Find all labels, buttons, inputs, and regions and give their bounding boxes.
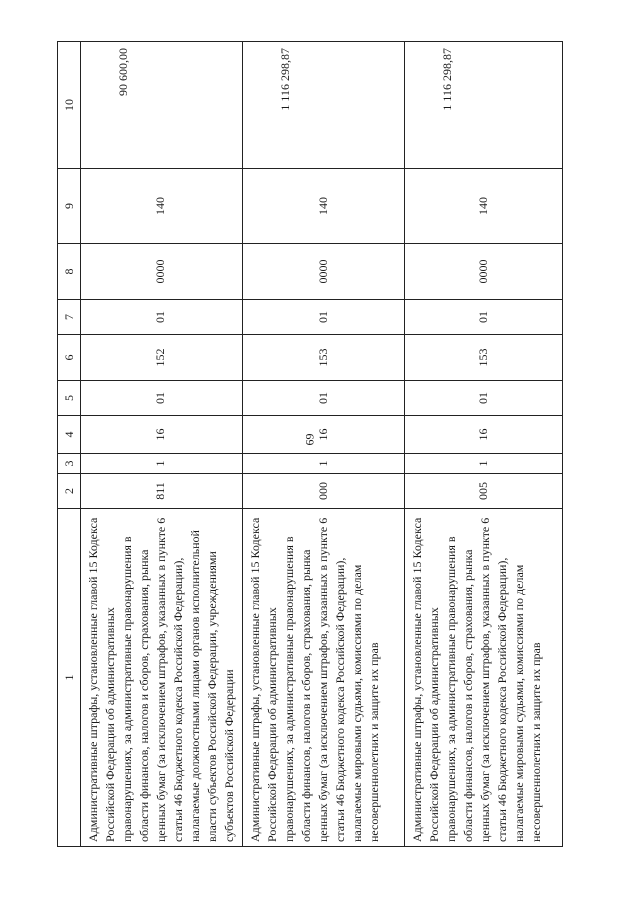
column-number: 5	[58, 381, 81, 416]
revenue-description: Административные штрафы, установленные главой 15 Кодекса Российской Федерации об административных правонарушениях, за административные правонарушения в области финансов, налогов и сборов, страхования, рынка ценных бумаг (за исключением штрафов, указанных в пункте 6 статьи 46 Бюджетного кодекса Российской Федерации), налагаемые должностными лицами органов исполнительной власти субъектов Российской Федерации, учреждениями субъектов Российской Федерации	[81, 509, 243, 847]
article-code: 01	[243, 381, 405, 416]
program-code: 0000	[81, 244, 243, 300]
element-code: 01	[81, 300, 243, 335]
revenue-description: Административные штрафы, установленные главой 15 Кодекса Российской Федерации об административных правонарушениях, за административные правонарушения в области финансов, налогов и сборов, страхования, рынка ценных бумаг (за исключением штрафов, указанных в пункте 6 статьи 46 Бюджетного кодекса Российской Федерации), налагаемые мировыми судьями, комиссиями по делам несовершеннолетних и защите их прав	[243, 509, 405, 847]
amount-value: 90 600,00	[81, 42, 243, 169]
document-table-sheet	[57, 42, 557, 847]
subgroup-code: 16	[405, 416, 563, 454]
column-number: 3	[58, 454, 81, 474]
subgroup-code: 16	[81, 416, 243, 454]
column-number-row	[58, 42, 81, 847]
program-code: 0000	[405, 244, 563, 300]
group-code: 1	[405, 454, 563, 474]
group-code: 1	[81, 454, 243, 474]
table-row	[243, 42, 405, 847]
subarticle-code: 153	[243, 335, 405, 381]
amount-value: 1 116 298,87	[243, 42, 405, 169]
table-row	[405, 42, 563, 847]
column-number: 2	[58, 474, 81, 509]
article-code: 01	[405, 381, 563, 416]
subarticle-code: 152	[81, 335, 243, 381]
subarticle-code: 153	[405, 335, 563, 381]
column-number: 10	[58, 42, 81, 169]
revenue-description: Административные штрафы, установленные главой 15 Кодекса Российской Федерации об административных правонарушениях, за административные правонарушения в области финансов, налогов и сборов, страхования, рынка ценных бумаг (за исключением штрафов, указанных в пункте 6 статьи 46 Бюджетного кодекса Российской Федерации), налагаемые мировыми судьями, комиссиями по делам несовершеннолетних и защите их прав	[405, 509, 563, 847]
admin-code: 811	[81, 474, 243, 509]
column-number: 8	[58, 244, 81, 300]
program-code: 0000	[243, 244, 405, 300]
economic-code: 140	[243, 169, 405, 244]
column-number: 4	[58, 416, 81, 454]
article-code: 01	[81, 381, 243, 416]
column-number: 1	[58, 509, 81, 847]
admin-code: 000	[243, 474, 405, 509]
group-code: 1	[243, 454, 405, 474]
table-row	[81, 42, 243, 847]
amount-value: 1 116 298,87	[405, 42, 563, 169]
economic-code: 140	[405, 169, 563, 244]
element-code: 01	[405, 300, 563, 335]
economic-code: 140	[81, 169, 243, 244]
column-number: 9	[58, 169, 81, 244]
column-number: 7	[58, 300, 81, 335]
budget-revenue-table	[57, 41, 563, 847]
column-number: 6	[58, 335, 81, 381]
subgroup-code: 16	[243, 416, 405, 454]
page-number: 69	[302, 433, 317, 446]
admin-code: 005	[405, 474, 563, 509]
element-code: 01	[243, 300, 405, 335]
